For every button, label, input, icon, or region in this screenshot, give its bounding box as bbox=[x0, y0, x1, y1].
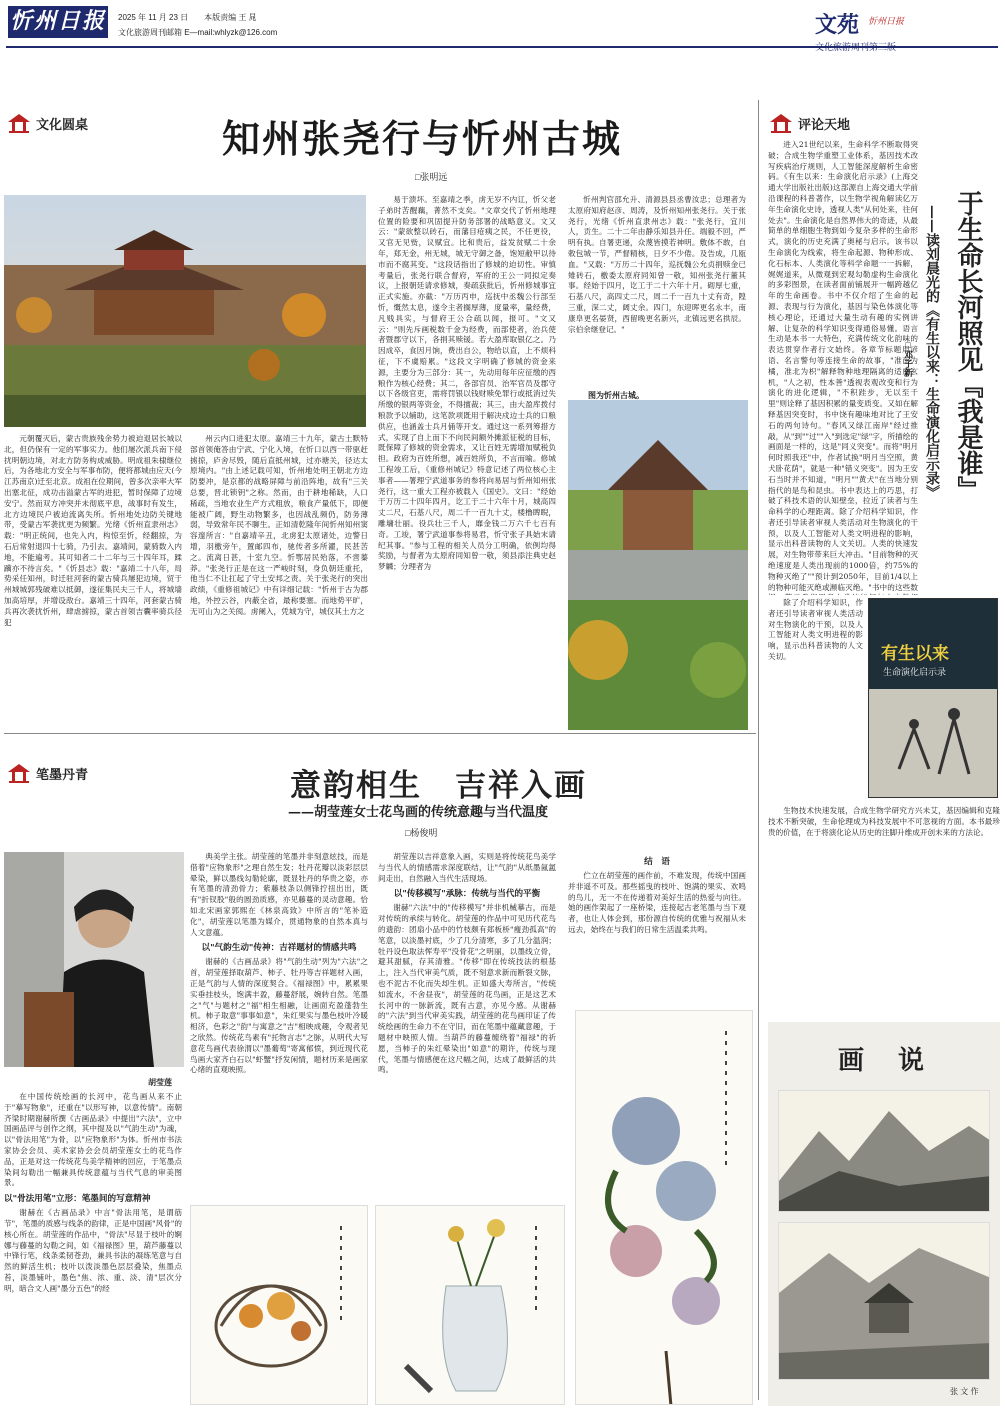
section-label-ink: 笔墨丹青 bbox=[6, 762, 88, 784]
section-divider bbox=[4, 733, 756, 734]
article3-subtitle: ——胡莹莲女士花鸟画的传统意趣与当代温度 bbox=[288, 805, 549, 820]
portrait-photo bbox=[4, 852, 184, 1067]
ancient-city-photo bbox=[4, 195, 366, 427]
masthead-rule bbox=[6, 46, 998, 48]
basket-painting bbox=[190, 1205, 368, 1405]
subheading-d: 结 语 bbox=[644, 857, 670, 867]
article1-title: 知州张尧行与忻州古城 bbox=[222, 116, 623, 161]
subheading-a: 以"骨法用笔"立形：笔墨间的写意精神 bbox=[4, 1194, 151, 1205]
issue-date-editor: 2025 年 11 月 23 日 本版责编 王 晁 bbox=[118, 13, 257, 22]
section-label-culture: 文化圆桌 bbox=[6, 112, 88, 134]
article2-title: 于生命长河照见『我是谁』 bbox=[953, 190, 983, 502]
portrait-caption: 胡莹莲 bbox=[148, 1078, 172, 1087]
pavilion-icon bbox=[6, 762, 32, 784]
peony-painting bbox=[575, 1010, 753, 1405]
article1-column-4: 忻州判官邵允升、清源县县丞曹汝忠；总理者为太原府知府赵彦、周涛，及忻州知州张尧行。关于张尧行，光绪《忻州直隶州志》载："张尧行，宜川人，贡生。二十二年由静乐知县升任。端毅不回，严明有执。自署吏递，众蔑皆摸若神明。敷体不敢，自敕包城一节，严督精核，日夕不少倦。及告成，几瓯血。"又载："万历二十四年，巡抚魏公允贞捐赎金已雉砖石，檄委太原府同知曾一敬，知州张尧行董其事。经始于四月，讫工于二十六年十月。砌厚七重，石基八尺，高四丈二尺，周二千一百九十丈有奇，隍三重，深二丈，阔丈余。四门，东迎晖更名永丰，南康阜更名晏贤，西留晚更名新兴，北镇远更名拱辰。宗伯余继登记。" bbox=[568, 195, 746, 334]
section-label-review: 评论天地 bbox=[768, 112, 850, 134]
book-cover: 有生以来 生命演化启示录 bbox=[868, 598, 998, 798]
page-title: 文苑 bbox=[815, 12, 860, 38]
article3-column-1: 在中国传统绘画的长河中，花鸟画从来不止于"摹写物象"，还重在"以形写神，以意传情"。南朝齐梁时期谢赫所撰《古画品录》中提出"六法"，立中国画品评与创作之纲，其中提及以"气韵生动"为魂，以"骨法用笔"为骨，以"应物象形"为体。忻州市书法家协会会员、美术家协会会员胡莹莲女士的花鸟作品，正是对这一传统花鸟美学精神的回应，于笔墨点染间勾勒出一幅兼具传统意蕴与当代气息的审美图景。 以"骨法用笔"立形：笔墨间的写意精神 谢赫在《古画品录》中言"骨法用笔，是谓筋节"，笔墨的质感与线条的韵律，正是中国画"风骨"的核心所在。胡莹莲的作品中，"骨法"尽显于枝叶的婀娜与藤蔓的勾勒之间，如《福禄图》里，葫芦藤蔓以中锋行笔，线条柔韧苍劲，兼具书法的凝练笔意与自然的鲜活生机；枝叶以泼淡墨色层层叠染，焦墨点苔，淡墨铺叶，墨色"焦、浓、重、淡、清"层次分明，暗合文人画"墨分五色"的经 bbox=[4, 1092, 182, 1293]
landscape-painting-2 bbox=[778, 1222, 990, 1380]
article1-column-3: 易于溃坏。至嘉靖之季，虏无岁不内讧，忻父老子弟时苦醒藕，菁然不支矣。"文章交代了忻州地理位置的险要和巩固提升防务部署的战略意义。文又云："蒙欲整以砖石，而藩目疮痍之民，不任更役，又官无见赀，议赋宜。比和贵后，益发贫赋二十余年，郑无金，州无城，城无守御之备，饱短敝甲以待市而不腐其变。"这段话指出了修城的迫切性。审慎考量后，张尧行联合督府，军府的王公一同拟定奏议，上报朝廷请求修城，奏疏获批后，忻州修城事宜正式实施。亦截："万历丙申，巡抚中丞魏公行部至忻，慨然太息，遂令主者搁厚薄，度量率，量经费，凡贱具实，与督府王公合疏以闻，报可。"文又云："则先斥画税数千金为经费，而部使者，治兵使者暨郡守以下，各捐其赎锾。若大盈库取银亿之。乃因成卒，食因月饷，费出自公，物给以直，上不烦科征，下不虞赔累。"这段文字明确了修城的资金来源，主要分为三部分：其一，先动用每年应征缴的西粮作为核心经费；其二，各部官员、治军官员及郡守以下各级官吏，需将罚银以钱财赎免罪行或抵消过失所缴的银两等资金，不得擅裁；其三，由大盈库拨付粮款予以辅助，这笔款项既用于解决戍边士兵的口粮供应，也涵盖士兵月俑等开支。通过这一系列筹措方式，实现了自上而下不向民间额外摊派征税的目标，既保障了修城的资金需求，又让百姓无需增加赋税负担。政府为百姓所想，减百姓所负，不言而喻。修城工程竣工后，《重修州城记》特意记述了两位核心主事者——署理宁武道事务的参将向易居与忻州知州张尧行，这一重大工程亦被载入《国史》。文曰："经始于万历二十四年四月，讫工于二十六年十月，城高四丈二尺，石基八尺，周二千一百九十丈，楼橹睥睨，雕墉壮丽。役兵壮三千人，靡金钱二万六千七百有奇。工竣，署宁武道事参将易君，忻守张子具始末请纪其事。"参与工程的相关人员分工明确，依例均得奖励，与督者为太原府同知曾一敬，须县添注典史赵梦麟；分理者为 bbox=[378, 195, 556, 572]
city-wall-photo bbox=[568, 400, 748, 730]
editor-mail: 文化旅游周刊邮箱 E—mail:whlyzk@126.com bbox=[118, 28, 278, 37]
vase-painting bbox=[375, 1205, 565, 1405]
article2-subtitle: ——读刘晨光的《有生以来：生命演化启示录》 bbox=[924, 205, 940, 499]
landscape-painting-1 bbox=[778, 1090, 990, 1212]
article2-column-1b: 除了介绍科学知识，作者还引导读者审视人类活动对生物演化的干预，以及人工智能对人类文明进程的影响，显示出科普读物的人文关切。 bbox=[768, 598, 863, 661]
pavilion-icon bbox=[768, 112, 794, 134]
subheading-c: 以"传移模写"承脉：传统与当代的平衡 bbox=[393, 889, 541, 900]
pavilion-icon bbox=[6, 112, 32, 134]
article2-column-1c: 生物技术快速发展，合成生物学研究方兴未艾，基因编辑和克隆技术不断突破，生命伦理成为科技发展中不可忽视的方面。本书最珍贵的价值，在于将演化论从历史的注脚升维成开创未来的方法论。 bbox=[768, 806, 1000, 837]
article3-author: □杨俊明 bbox=[405, 828, 438, 838]
article3-title: 意韵相生 吉祥入画 bbox=[290, 768, 587, 804]
column-divider bbox=[758, 100, 759, 1400]
article1-column-2: 州云内口进犯太原。嘉靖三十九年，蒙古土默特部首领俺答由宁武、宁化入境，在忻口以西一带驱赶掳掠，庐舍尽毁，随后直抵州城，过亦塘关，径达太原境内。"由上述记载可知，忻州地处明王朝北方边防要冲，是京都的战略屏障与前沿阵地，故有"三关总要，晋北锁钥"之称。然而，由于耕地稀缺，人口稀疏，当地农业生产方式粗放，粮食产量低下，即便能被广阔，野生动物繁多，也因战乱频仍，防务薄弱，导致常年民不聊生。正如清乾隆年间忻州知州窦容邃所言："自嘉靖辛丑，北虏犯太原诸处，边警日增，羽檄旁午，置邮四布，驰传者多所濯，民甚苦之。流离日甚，十室九空。忻鄂居民殆落，不啻蓁莽。"张尧行正是在这一严峻时刻，身负朝廷重托，他当仁不让扛起了守土安邦之责。关于张尧行的突出政绩，《重修祖城记》中有详细记载："忻州于古为郡地，外控云谷，内蔽全省，最称要塞。而地势平旷，无可山为之关阂。虏阑入，凭城为守，城仅其土方之 bbox=[190, 434, 368, 616]
article2-author: □邓子新 bbox=[903, 340, 913, 377]
newspaper-logo: 忻州日报 bbox=[8, 6, 108, 38]
article3-column-2: 典美学主张。胡莹莲的笔墨并非刻意炫技，而是借着"应物象形"之理自然生发；牡丹花瓣以淡彩层层晕染，鲜以墨线勾勒轮廓，既显牡丹的华贵之姿，亦有笔墨的清劲骨力；紫藤枝条以侧锋拧扭出出，既有"折钗股"般的圆劲质感，亦见藤蔓的灵动意趣。恰如北宋画家郭熙在《林泉高致》中所言的"笔补造化"，胡莹莲以笔墨为媒介，贯通物象的自然本真与人文意蕴。 以"气韵生动"传神：吉祥题材的情感共鸣 谢赫的《古画品录》将"气韵生动"列为"六法"之首，胡莹莲择取葫芦、柿子、牡丹等吉祥题材入画，正是气韵与人情的深度契合。《福禄图》中，累累果实垂挂枝头，饱满丰盈，藤蔓舒展，婉转自然。笔墨之"气"与题材之"福"相生相融，让画面充盈蓬勃生机。柿子取意"事事如意"，朱红果实与墨色枝叶冷暖相济，色彩之"韵"与寓意之"吉"相映成趣，令观者见之欣然。传统花鸟素有"托物言志"之脉，从明代大写意花鸟画代表徐渭以"墨葡萄"寄寓郁愤，到近现代花鸟画大家齐白石以"虾蟹"抒发闲情，题材历来是画家心绪的直观映照。 bbox=[190, 852, 368, 1075]
subheading-b: 以"气韵生动"传神：吉祥题材的情感共鸣 bbox=[201, 943, 357, 954]
article1-column-1: 元朝覆灭后，蒙古贵族残余势力被迫退居长城以北，但仍保有一定的军事实力。他们屡次派兵南下侵扰明朝边境，对北方防务构成威胁。明成祖朱棣继位后，为各地北方安全与军事布防，便将都城由应天(今江苏南京)迁至北京。成祖在位期间，曾多次亲率大军出塞北征，成功击溢蒙古军的进犯，暂时保障了边境安宁。然而双方冲突并未彻底平息，战事时有发生，北方边境民户被迫流离失所。忻州地处边防关键地带，受蒙古军袭扰更为频繁。光绪《忻州直隶州志》载："明正统间，也先入内，构惊至忻，经翻掠，为石后常射退四十七骑，乃引去。嘉靖间，蒙骑数入内地，不能遍考。其可知者二十二年与三十四年耳，蹂躏亦不待言矣。"《忻县志》载："嘉靖二十八年，局势采任知州，时迁驻河套的蒙古骑兵屡犯边境，贸于州城城郭残破难以抵御，遂征集民夫三千人，将城墙加高培厚，并增设敌台。嘉靖三十四年，河套蒙古骑兵再次袭扰忻州，肆虐掳掠，蒙古首领吉囊率骑兵径犯 bbox=[4, 434, 182, 627]
painting-artist: 张 文 作 bbox=[950, 1387, 979, 1396]
article2-column-1a: 进入21世纪以来，生命科学不断取得突破；合成生物学重塑工业体系，基因技术改写疾病治疗规则，人工智能深度解析生命密码。《有生以来：生命演化启示录》(上海交通大学出版社出版)这部源自上海交通大学前沿课程的科普著作，以生物学视角解读亿万年生命演化史诗，透视人类"从何处来，往何处去"。生命演化是自然界伟大的奇迹，从最简单的单细胞生物到如今复杂多样的生命形式，演化的历史充满了奥秘与启示。该书以生命演化为线索，将生命起源、物种形成、化石标本、人类演化等科学命题一一拆解，娓娓道来，从微观到宏观勾勒虚构生命演化的多彩图景，在读者面前铺展开一幅跨越亿年的生命画卷。书中不仅介绍了生命的起源、表现与行为演化，基因与染色体演化等核心理论，还通过大量生动有趣的实例讲解、让复杂的科学知识变得通俗易懂。语言生动是本书一大特色，充满传统文化韵味的表达贯穿作者行文始终。各章节标题用谚语、名言警句等连接生命的故事，"准南为橘，准北为枳"解释物种地理隔离的适应玄机，"人之初，性本善"透视表观改变和行为演化的进化逻辑，"不积跬步，无以至千里"则诠释了基因积累的量变质变。又如在解释基因突变时，书中饶有趣味地对比了王安石的两句诗句。"春风又绿江南岸"经过推敲，从"到""过""入"到选定"绿"字，所描绘的画面是一样的，这是"同义突变"。而将"明月何时照我还"中，作者试换"明月当空照，黄犬卧花荫"，就是一种"错义突变"。因为王安石当时并不知道，"明月""黄犬"在当地分别指代的是鸟和昆虫。书中表达上的巧思，打破了科技术语的认知壁垒，拉近了读者与生命科学的心理距离。除了介绍科学知识，作者还引导读者审视人类活动对生物演化的干预，以及人工智能对人类文明进程的影响，显示出科普读物的人文关切。人类的快速发展，对生物带带来巨大冲击。"目前物种的灭绝速度是人类出现前的1000倍，约75%的物种灭绝了""预计到2050年，目前1/4以上的物种可能灭绝或濒临灭绝。"书中的这些数 bbox=[768, 140, 918, 592]
article3-column-4: 结 语 伫立在胡莹莲的画作前，不难发现，传统中国画并非遥不可及。那些摇曳的枝叶、饱满的果实、欢鸣的鸟儿，无一不在传递着对美好生活的热爱与向往。她的画作架起了一座桥梁，连接起古老笔墨与当下观者，也让人体会到，那份源自传统的优雅与祝福从未远去，始终在与我们的日常生活温柔共鸣。 bbox=[568, 857, 746, 934]
section-label-painting: 画 说 bbox=[838, 1046, 929, 1076]
article1-author: □张明远 bbox=[415, 172, 448, 182]
article3-column-3: 胡莹莲以吉祥意象入画，实则是将传统花鸟美学与当代人的情感需求深度联结，让"气韵"从纸墨氤氲间走出，自然融入当代生活现场。 以"传移模写"承脉：传统与当代的平衡 谢赫"六法"中的"传移模写"并非机械摹古，而是对传统的承续与转化。胡莹莲的作品中可见历代花鸟的遗韵：团扇小品中的竹枝颇有郑板桥"瘦劲孤高"的笔意，以淡墨衬底，少了几分清寒，多了几分温润；牡丹设色取法恽寿平"没骨花"之明丽，以墨线立骨，避其甜腻，存其清雅。"传移"即在传统技法的根基上，注入当代审美气质，既不刻意求新而断裂文脉，也不泥古不化而失却生机。正如盛大寿所言，"传统如流水，不舍昼夜"，胡莹莲的花鸟画，正是这艺术长河中的一脉新流，既有古意，亦见今感。从谢赫的"六法"到当代审美实践，胡莹莲的花鸟画印证了传统绘画的生命力不在守旧，而在笔墨中蕴藏意趣，于题材中映照人情。当葫芦的藤蔓缠绕着"福禄"的祈愿，当柿子的朱红晕染出"如意"的期许，传统与现代，笔墨与情感便在这尺幅之间，达成了最鲜活的共鸣。 bbox=[378, 852, 556, 1075]
photo-caption: 图为忻州古城。 bbox=[588, 391, 644, 400]
paper-small-logo: 忻州日报 bbox=[868, 17, 905, 27]
